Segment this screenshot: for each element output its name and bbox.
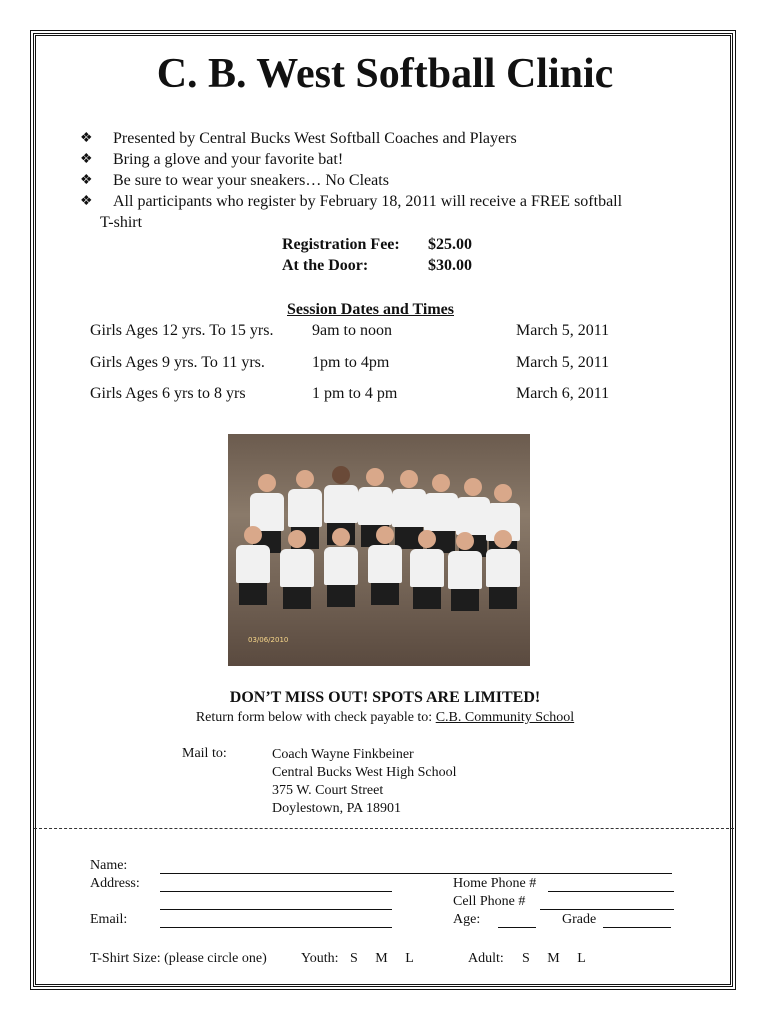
diamond-bullet-icon: ❖ bbox=[80, 194, 93, 209]
session-time: 1 pm to 4 pm bbox=[312, 385, 398, 402]
address-line: 375 W. Court Street bbox=[272, 783, 384, 798]
return-instructions bbox=[0, 710, 770, 726]
cell-phone-field[interactable] bbox=[540, 909, 674, 910]
bullet-item bbox=[80, 170, 690, 191]
bullet-continuation bbox=[80, 212, 690, 233]
home-phone-label: Home Phone # bbox=[453, 876, 537, 891]
youth-label: Youth: bbox=[301, 951, 339, 966]
session-date: March 6, 2011 bbox=[516, 385, 610, 402]
age-label: Age: bbox=[453, 912, 481, 927]
session-group: Girls Ages 12 yrs. To 15 yrs. bbox=[90, 322, 274, 339]
home-phone-field[interactable] bbox=[548, 891, 674, 892]
payable-to: C.B. Community School bbox=[435, 710, 575, 725]
address-line: Coach Wayne Finkbeiner bbox=[272, 747, 414, 762]
photo-date-stamp: 03/06/2010 bbox=[248, 636, 289, 644]
bullet-text: Be sure to wear your sneakers… No Cleats bbox=[113, 172, 389, 189]
team-photo bbox=[228, 434, 530, 666]
bullet-text: Presented by Central Bucks West Softball Coaches and Players bbox=[113, 130, 517, 147]
session-group: Girls Ages 9 yrs. To 11 yrs. bbox=[90, 354, 265, 371]
cell-phone-label: Cell Phone # bbox=[453, 894, 526, 909]
name-field[interactable] bbox=[160, 873, 672, 874]
registration-fee-label: Registration Fee: bbox=[282, 236, 400, 253]
player-figure bbox=[448, 532, 482, 611]
address-field[interactable] bbox=[160, 891, 392, 892]
session-date: March 5, 2011 bbox=[516, 354, 610, 371]
address-line: Doylestown, PA 18901 bbox=[272, 801, 402, 816]
sessions-heading: Session Dates and Times bbox=[287, 301, 454, 318]
youth-size-options[interactable]: S M L bbox=[350, 951, 414, 966]
bullet-text: T-shirt bbox=[100, 214, 143, 231]
return-text: Return form below with check payable to: bbox=[195, 710, 433, 725]
grade-label: Grade bbox=[562, 912, 597, 927]
age-field[interactable] bbox=[498, 927, 536, 928]
mail-address bbox=[272, 746, 457, 818]
address-line: Central Bucks West High School bbox=[272, 765, 457, 780]
adult-label: Adult: bbox=[468, 951, 504, 966]
session-time: 1pm to 4pm bbox=[312, 354, 390, 371]
adult-size-options[interactable]: S M L bbox=[522, 951, 586, 966]
email-label: Email: bbox=[90, 912, 128, 927]
door-fee-label: At the Door: bbox=[282, 257, 369, 274]
address-label: Address: bbox=[90, 876, 140, 891]
player-figure bbox=[280, 530, 314, 609]
player-figure bbox=[410, 530, 444, 609]
bullet-text: All participants who register by February 18, 2011 will receive a FREE softball bbox=[113, 193, 623, 210]
bullet-item bbox=[80, 149, 690, 170]
mail-to-label: Mail to: bbox=[182, 746, 227, 761]
fee-table bbox=[282, 234, 472, 276]
bullet-text: Bring a glove and your favorite bat! bbox=[113, 151, 344, 168]
name-label: Name: bbox=[90, 858, 128, 873]
email-field[interactable] bbox=[160, 927, 392, 928]
diamond-bullet-icon: ❖ bbox=[80, 152, 93, 167]
grade-field[interactable] bbox=[603, 927, 671, 928]
diamond-bullet-icon: ❖ bbox=[80, 131, 93, 146]
cut-line-divider bbox=[34, 828, 734, 829]
bullet-item bbox=[80, 191, 690, 212]
player-figure bbox=[368, 526, 402, 605]
address-field-2[interactable] bbox=[160, 909, 392, 910]
player-figure bbox=[486, 530, 520, 609]
diamond-bullet-icon: ❖ bbox=[80, 173, 93, 188]
page-title: C. B. West Softball Clinic bbox=[156, 51, 614, 97]
dont-miss-heading: DON’T MISS OUT! SPOTS ARE LIMITED! bbox=[229, 689, 541, 706]
bullet-list bbox=[80, 128, 690, 233]
door-fee-value: $30.00 bbox=[428, 257, 472, 274]
session-group: Girls Ages 6 yrs to 8 yrs bbox=[90, 385, 246, 402]
tshirt-size-label: T-Shirt Size: (please circle one) bbox=[90, 951, 267, 966]
player-figure bbox=[324, 528, 358, 607]
registration-fee-value: $25.00 bbox=[428, 236, 472, 253]
session-date: March 5, 2011 bbox=[516, 322, 610, 339]
session-time: 9am to noon bbox=[312, 322, 392, 339]
player-figure bbox=[236, 526, 270, 605]
bullet-item bbox=[80, 128, 690, 149]
